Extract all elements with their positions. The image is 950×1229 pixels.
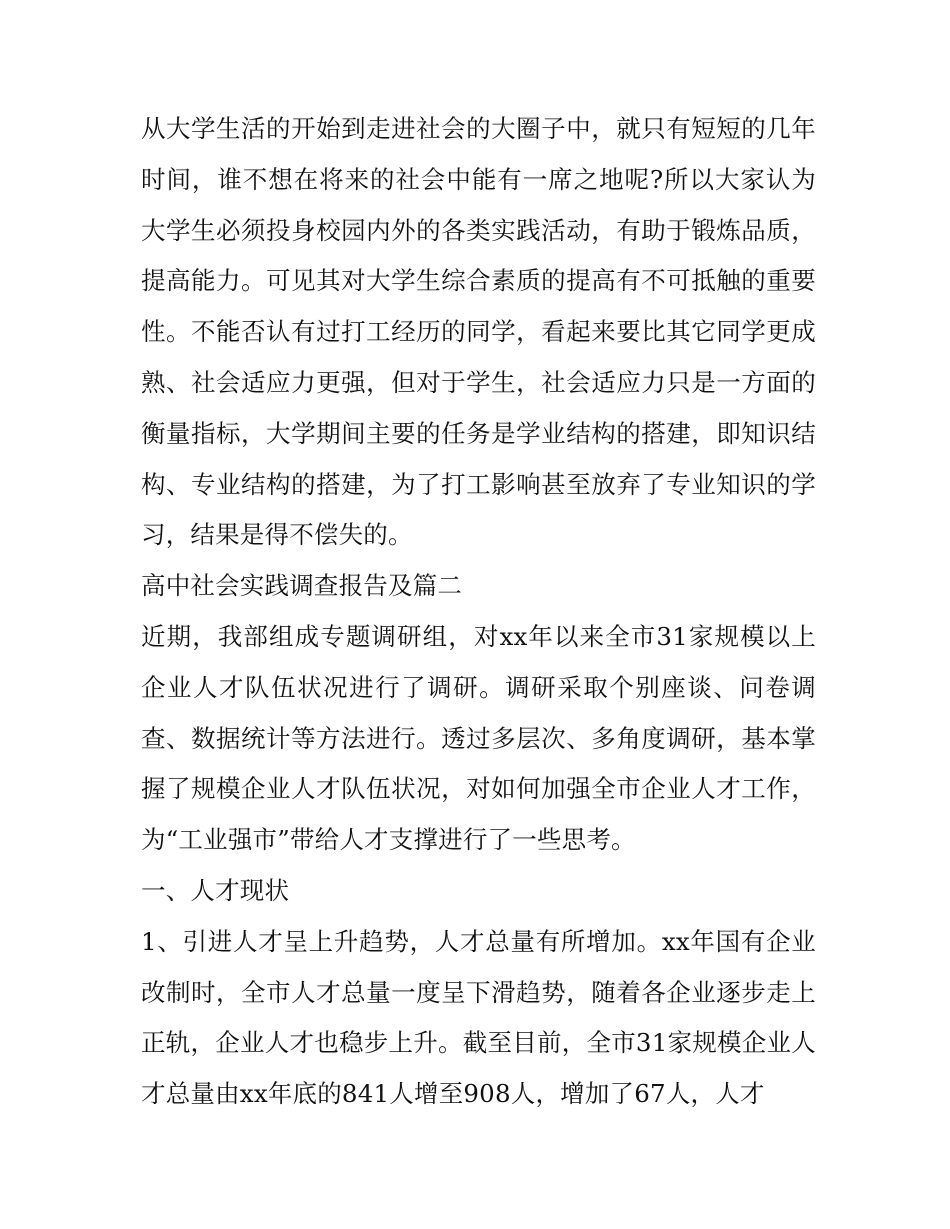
paragraph-university-practice: 从大学生活的开始到走进社会的大圈子中，就只有短短的几年时间，谁不想在将来的社会中能有一席之地呢?所以大家认为大学生必须投身校园内外的各类实践活动，有助于锻炼品质，提高能力。可见其对大学生综合素质的提高有不可抵触的重要性。不能否认有过打工经历的同学，看起来要比其它同学更成熟、社会适应力更强，但对于学生，社会适应力只是一方面的衡量指标，大学期间主要的任务是学业结构的搭建，即知识结构、专业结构的搭建，为了打工影响甚至放弃了专业知识的学习，结果是得不偿失的。 (141, 114, 816, 550)
paragraph-research-intro: 近期，我部组成专题调研组，对xx年以来全市31家规模以上企业人才队伍状况进行了调研。调研采取个别座谈、问卷调查、数据统计等方法进行。透过多层次、多角度调研，基本掌握了规模企业人才队伍状况，对如何加强全市企业人才工作，为“工业强市”带给人才支撑进行了一些思考。 (141, 621, 816, 855)
section-heading-talent-status: 一、人才现状 (141, 875, 290, 905)
section-title-part-two: 高中社会实践调查报告及篇二 (141, 571, 463, 601)
paragraph-talent-growth: 1、引进人才呈上升趋势，人才总量有所增加。xx年国有企业改制时，全市人才总量一度呈下滑趋势，随着各企业逐步走上正轨，企业人才也稳步上升。截至目前，全市31家规模企业人才总量由xx年底的841人增至908人，增加了67人，人才 (141, 926, 816, 1109)
document-body (141, 104, 816, 1120)
